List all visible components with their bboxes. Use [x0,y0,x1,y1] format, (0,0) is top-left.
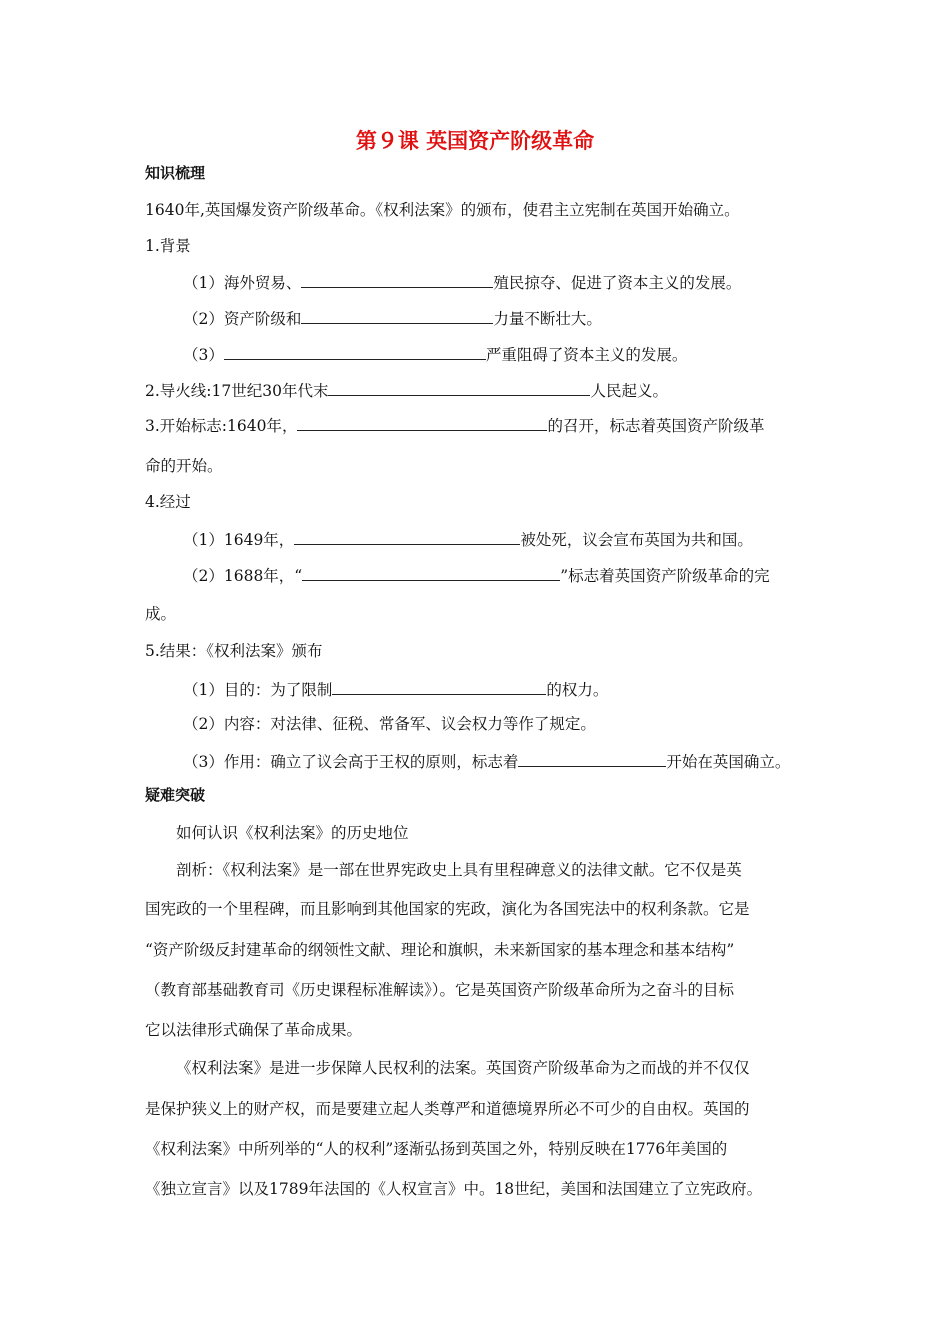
result-item-3 [183,750,790,772]
background-item-1 [183,271,741,293]
fill-blank[interactable] [302,564,560,581]
background-item-2-post: 力量不断壮大。 [493,310,602,328]
lesson-title: 第９课 英国资产阶级革命 [355,129,595,153]
start-pre: 3.开始标志:1640年， [145,417,298,435]
course-item-2-post: ”标志着英国资产阶级革命的完 [560,567,770,585]
analysis-line: 剖析：《权利法案》是一部在世界宪政史上具有里程碑意义的法律文献。它不仅是英 [176,861,742,879]
analysis-line: 国宪政的一个里程碑，而且影响到其他国家的宪政，演化为各国宪法中的权利条款。它是 [145,900,750,918]
background-item-3 [183,343,687,365]
result-item-2: （2）内容：对法律、征税、常备军、议会权力等作了规定。 [183,715,596,733]
background-item-2-pre: （2）资产阶级和 [183,310,302,328]
section-heading-knowledge: 知识梳理 [145,164,206,182]
course-item-1-post: 被处死，议会宣布英国为共和国。 [520,531,753,549]
result-item-1-post: 的权力。 [546,681,609,699]
intro-text: 1640年,英国爆发资产阶级革命。《权利法案》的颁布，使君主立宪制在英国开始确立。 [145,201,740,219]
course-item-2-pre: （2）1688年，“ [183,567,303,585]
fill-blank[interactable] [224,343,486,360]
result-item-3-post: 开始在英国确立。 [666,753,791,771]
background-title: 1.背景 [145,237,191,255]
paragraph-line: 《权利法案》中所列举的“人的权利”逐渐弘扬到英国之外，特别反映在1776年美国的 [145,1140,728,1158]
paragraph-line: 《独立宣言》以及1789年法国的《人权宣言》中。18世纪，美国和法国建立了立宪政府。 [145,1180,763,1198]
fuse-pre: 2.导火线:17世纪30年代末 [145,382,329,400]
fill-blank[interactable] [301,307,493,324]
section-heading-difficulty: 疑难突破 [145,786,206,804]
fuse-line [145,379,668,401]
fill-blank[interactable] [301,271,493,288]
background-item-2 [183,307,602,329]
fill-blank[interactable] [297,414,547,431]
course-item-2 [183,564,770,586]
fill-blank[interactable] [328,379,590,396]
analysis-line: （教育部基础教育司《历史课程标准解读》）。它是英国资产阶级革命所为之奋斗的目标 [145,981,735,999]
start-post: 的召开，标志着英国资产阶级革 [547,417,765,435]
paragraph-line: 《权利法案》是进一步保障人民权利的法案。英国资产阶级革命为之而战的并不仅仅 [176,1059,750,1077]
fuse-post: 人民起义。 [590,382,668,400]
analysis-line: 它以法律形式确保了革命成果。 [145,1021,363,1039]
background-item-3-pre: （3） [183,346,224,364]
fill-blank[interactable] [518,750,666,767]
course-continuation: 成。 [145,605,177,623]
question-text: 如何认识《权利法案》的历史地位 [176,824,409,842]
result-item-3-pre: （3）作用：确立了议会高于王权的原则，标志着 [183,753,519,771]
course-item-1-pre: （1）1649年， [183,531,295,549]
fill-blank[interactable] [294,528,520,545]
background-item-1-pre: （1）海外贸易、 [183,274,302,292]
course-item-1 [183,528,753,550]
result-item-1-pre: （1）目的：为了限制 [183,681,333,699]
course-title: 4.经过 [145,493,191,511]
start-continuation: 命的开始。 [145,457,223,475]
fill-blank[interactable] [332,678,546,695]
start-line [145,414,764,436]
result-title: 5.结果：《权利法案》颁布 [145,642,323,660]
background-item-3-post: 严重阻碍了资本主义的发展。 [485,346,688,364]
background-item-1-post: 殖民掠夺、促进了资本主义的发展。 [493,274,742,292]
paragraph-line: 是保护狭义上的财产权，而是要建立起人类尊严和道德境界所必不可少的自由权。英国的 [145,1100,750,1118]
result-item-1 [183,678,608,700]
analysis-line: “资产阶级反封建革命的纲领性文献、理论和旗帜，未来新国家的基本理念和基本结构” [145,941,735,959]
